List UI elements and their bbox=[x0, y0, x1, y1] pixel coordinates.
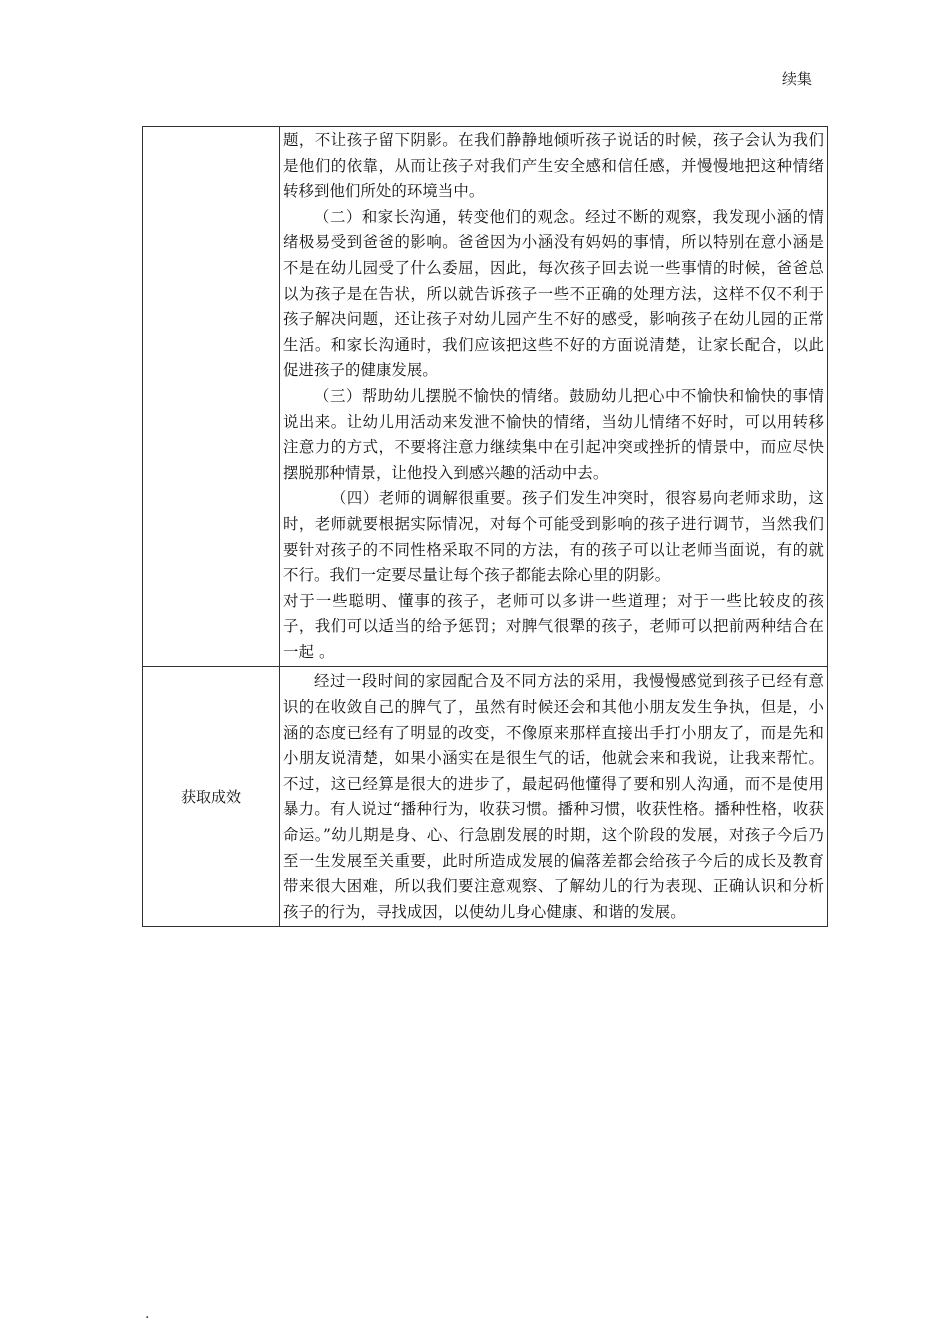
row-label-results: 获取成效 bbox=[143, 667, 280, 927]
paragraph-personality-methods: 对于一些聪明、懂事的孩子，老师可以多讲一些道理；对于一些比较皮的孩子，我们可以适当的给予惩罚；对脾气很犟的孩子，老师可以把前两种结合在一起 。 bbox=[283, 591, 824, 661]
paragraph-emotion-relief: （三）帮助幼儿摆脱不愉快的情绪。鼓励幼儿把心中不愉快和愉快的事情说出来。让幼儿用活动来发泄不愉快的情绪，当幼儿情绪不好时，可以用转移注意力的方式，不要将注意力继续集中在引起冲突或挫折的情景中，而应尽快摆脱那种情景，让他投入到感兴趣的活动中去。 bbox=[283, 386, 824, 482]
paragraph-parent-communication: （二）和家长沟通，转变他们的观念。经过不断的观察，我发现小涵的情绪极易受到爸爸的影响。爸爸因为小涵没有妈妈的事情，所以特别在意小涵是不是在幼儿园受了什么委屈，因此，每次孩子回去说一些事情的时候，爸爸总以为孩子是在告状，所以就告诉孩子一些不正确的处理方法，这样不仅不利于孩子解决问题，还让孩子对幼儿园产生不好的感受，影响孩子在幼儿园的正常生活。和家长沟通时，我们应该把这些不好的方面说清楚，让家长配合，以此促进孩子的健康发展。 bbox=[283, 207, 824, 380]
paragraph-results: 经过一段时间的家园配合及不同方法的采用，我慢慢感觉到孩子已经有意识的在收敛自己的脾气了，虽然有时候还会和其他小朋友发生争执，但是，小涵的态度已经有了明显的改变，不像原来那样直接出手打小朋友了，而是先和小朋友说清楚，如果小涵实在是很生气的话，他就会来和我说，让我来帮忙。不过，这已经算是很大的进步了，最起码他懂得了要和别人沟通，而不是使用暴力。有人说过“播种行为，收获习惯。播种习惯，收获性格。播种性格，收获命运。”幼儿期是身、心、行急剧发展的时期，这个阶段的发展，对孩子今后乃至一生发展至关重要，此时所造成发展的偏落差都会给孩子今后的成长及教育带来很大困难，所以我们要注意观察、了解幼儿的行为表现、正确认识和分析孩子的行为，寻找成因，以使幼儿身心健康、和谐的发展。 bbox=[283, 672, 824, 921]
continued-label: 续集 bbox=[782, 70, 813, 88]
table-row bbox=[143, 127, 828, 667]
row-content bbox=[280, 127, 828, 667]
document-table bbox=[142, 126, 828, 927]
row-label bbox=[143, 127, 280, 667]
row-content bbox=[280, 667, 828, 927]
table-row bbox=[143, 667, 828, 927]
paragraph-continuation: 题，不让孩子留下阴影。在我们静静地倾听孩子说话的时候，孩子会认为我们是他们的依靠，从而让孩子对我们产生安全感和信任感，并慢慢地把这种情绪转移到他们所处的环境当中。 bbox=[283, 131, 824, 201]
footer-mark: . bbox=[145, 1306, 150, 1322]
paragraph-teacher-mediation: （四）老师的调解很重要。孩子们发生冲突时，很容易向老师求助，这时，老师就要根据实际情况，对每个可能受到影响的孩子进行调节，当然我们要针对孩子的不同性格采取不同的方法，有的孩子可以让老师当面说，有的就不行。我们一定要尽量让每个孩子都能去除心里的阴影。 bbox=[283, 489, 824, 585]
